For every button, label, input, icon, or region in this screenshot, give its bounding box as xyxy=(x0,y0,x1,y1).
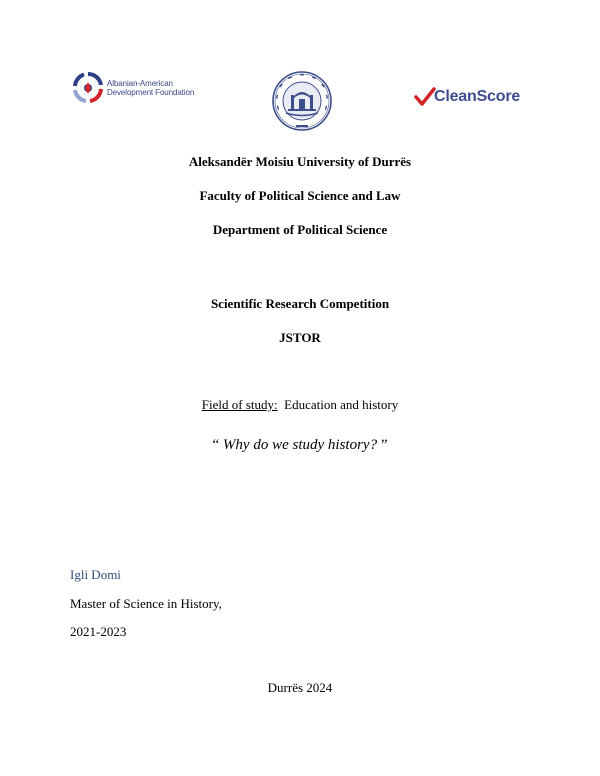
aadf-emblem-icon xyxy=(72,71,104,105)
field-of-study-label: Field of study: xyxy=(201,397,278,412)
cleanscore-wordmark: CleanScore xyxy=(434,88,521,105)
university-name: Aleksandër Moisiu University of Durrës xyxy=(188,154,412,169)
competition-name: Scientific Research Competition xyxy=(210,296,390,311)
title-text: Why do we study history? xyxy=(222,437,378,453)
university-seal-icon xyxy=(266,70,338,132)
cleanscore-logo xyxy=(414,84,534,110)
aadf-logo xyxy=(72,70,202,106)
competition-organizer: JSTOR xyxy=(279,330,321,345)
faculty-name: Faculty of Political Science and Law xyxy=(199,188,401,203)
field-of-study xyxy=(0,397,600,413)
aadf-line-2: Development Foundation xyxy=(107,88,195,97)
title-open-quote: “ xyxy=(212,437,223,453)
author-years: 2021-2023 xyxy=(70,624,127,639)
field-of-study-value: Education and history xyxy=(284,397,399,412)
checkmark-icon xyxy=(414,86,436,108)
university-seal-logo xyxy=(266,70,338,132)
aadf-line-1: Albanian-American xyxy=(107,79,173,88)
place-date: Durrës 2024 xyxy=(267,680,333,695)
title-close-quote: ” xyxy=(377,437,388,453)
author-program: Master of Science in History, xyxy=(70,596,222,611)
department-name: Department of Political Science xyxy=(212,222,388,237)
paper-title xyxy=(0,437,600,454)
author-name: Igli Domi xyxy=(70,567,121,582)
